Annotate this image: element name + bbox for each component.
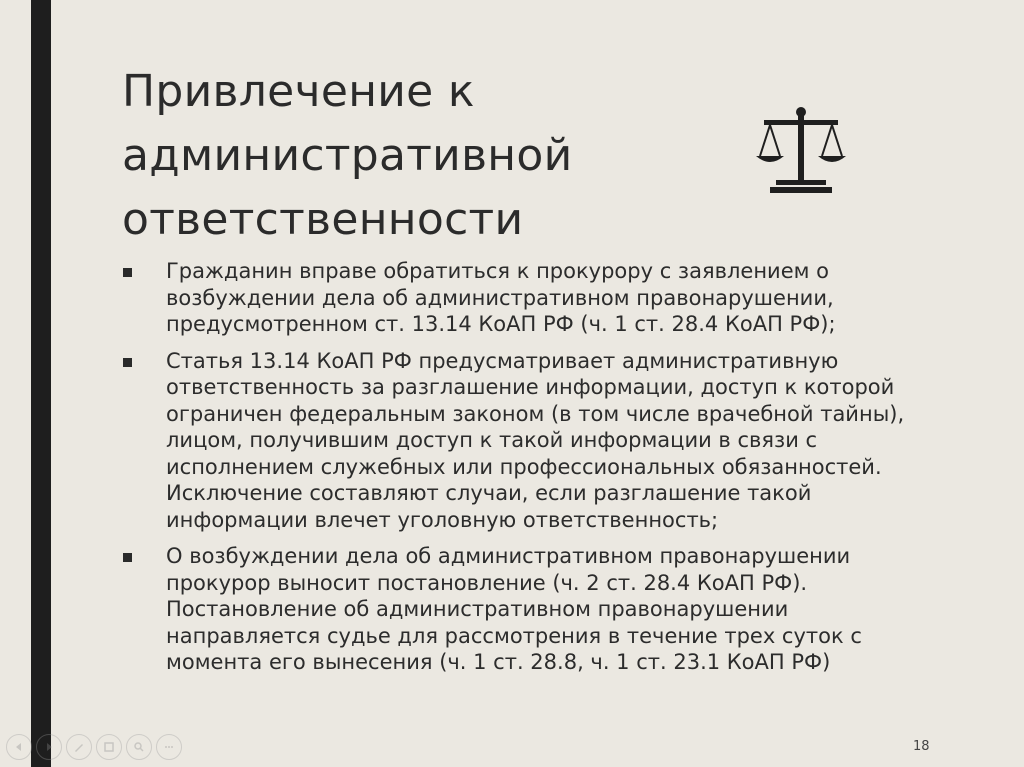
list-item xyxy=(120,258,980,338)
bullet-marker xyxy=(123,553,132,562)
bullet-text xyxy=(166,258,836,338)
text-line: направляется судье для рассмотрения в течение трех суток с xyxy=(166,623,862,648)
text-line: прокурор выносит постановление (ч. 2 ст. 28.4 КоАП РФ). xyxy=(166,570,808,595)
prev-icon[interactable] xyxy=(6,734,32,760)
text-line: Гражданин вправе обратиться к прокурору с заявлением о xyxy=(166,259,829,283)
text-line: лицом, получившим доступ к такой информации в связи с xyxy=(166,428,818,452)
list-item xyxy=(120,543,980,676)
bullet-marker xyxy=(123,268,132,277)
text-line: момента его вынесения (ч. 1 ст. 28.8, ч. 1 ст. 23.1 КоАП РФ) xyxy=(166,650,831,674)
scales-of-justice-icon xyxy=(754,104,848,196)
text-line: О возбуждении дела об административном правонарушении xyxy=(166,544,851,568)
next-icon[interactable] xyxy=(36,734,62,760)
bullet-marker xyxy=(123,358,132,367)
text-line: Статья 13.14 КоАП РФ предусматривает административную xyxy=(166,348,839,373)
text-line: ограничен федеральным законом (в том числе врачебной тайны), xyxy=(166,401,905,426)
text-line: Постановление об административном правонарушении xyxy=(166,597,789,621)
title-line: ответственности xyxy=(122,194,524,245)
bullet-text xyxy=(166,348,904,534)
list-item xyxy=(120,348,980,534)
text-line: Исключение составляют случаи, если разглашение такой xyxy=(166,481,812,505)
pen-icon[interactable] xyxy=(66,734,92,760)
page-number: 18 xyxy=(913,739,930,754)
text-line: ответственность за разглашение информации, доступ к которой xyxy=(166,375,895,399)
slide-title xyxy=(122,60,682,252)
left-accent-bar xyxy=(31,0,51,767)
zoom-icon[interactable] xyxy=(126,734,152,760)
presentation-toolbar xyxy=(6,734,182,764)
text-line: исполнением служебных или профессиональных обязанностей. xyxy=(166,454,882,479)
more-icon[interactable] xyxy=(156,734,182,760)
title-line: Привлечение к xyxy=(122,66,475,117)
bullet-text xyxy=(166,543,862,676)
text-line: возбуждении дела об административном правонарушении, xyxy=(166,285,834,310)
slides-icon[interactable] xyxy=(96,734,122,760)
title-line: административной xyxy=(122,130,573,181)
text-line: информации влечет уголовную ответственность; xyxy=(166,507,719,532)
text-line: предусмотренном ст. 13.14 КоАП РФ (ч. 1 ст. 28.4 КоАП РФ); xyxy=(166,312,836,336)
bullet-list xyxy=(120,258,980,686)
